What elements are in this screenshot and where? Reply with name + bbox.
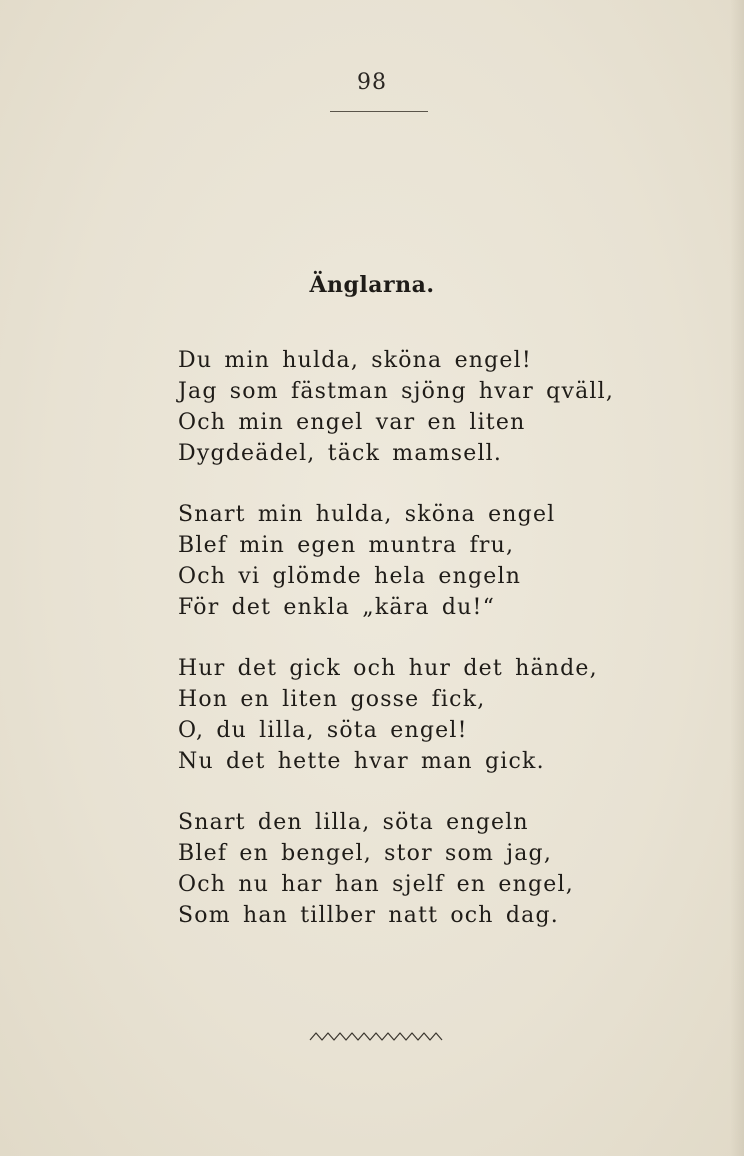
poem-line: Snart den lilla, söta engeln (178, 810, 529, 835)
page-edge-shadow (730, 0, 744, 1156)
poem-body (178, 345, 698, 961)
poem-line: Och vi glömde hela engeln (178, 564, 522, 589)
poem-line: O, du lilla, söta engel! (178, 718, 468, 743)
poem-line: Blef en bengel, stor som jag, (178, 841, 553, 866)
stanza-1 (178, 345, 698, 469)
poem-line: Jag som fästman sjöng hvar qväll, (178, 379, 615, 404)
stanza-2 (178, 499, 698, 623)
ornament-divider (308, 1030, 448, 1042)
poem-line: Hon en liten gosse fick, (178, 687, 486, 712)
stanza-3 (178, 653, 698, 777)
poem-line: Nu det hette hvar man gick. (178, 749, 545, 774)
poem-line: Du min hulda, sköna engel! (178, 348, 532, 373)
poem-line: Snart min hulda, sköna engel (178, 502, 556, 527)
poem-line: Blef min egen muntra fru, (178, 533, 515, 558)
poem-line: Och min engel var en liten (178, 410, 526, 435)
poem-line: Och nu har han sjelf en engel, (178, 872, 574, 897)
header-rule (330, 111, 428, 112)
page-number: 98 (357, 70, 387, 95)
poem-title: Änglarna. (309, 272, 435, 298)
stanza-4 (178, 807, 698, 931)
poem-line: För det enkla „kära du!“ (178, 595, 496, 620)
poem-line: Som han tillber natt och dag. (178, 903, 559, 928)
poem-line: Hur det gick och hur det hände, (178, 656, 598, 681)
poem-line: Dygdeädel, täck mamsell. (178, 441, 503, 466)
